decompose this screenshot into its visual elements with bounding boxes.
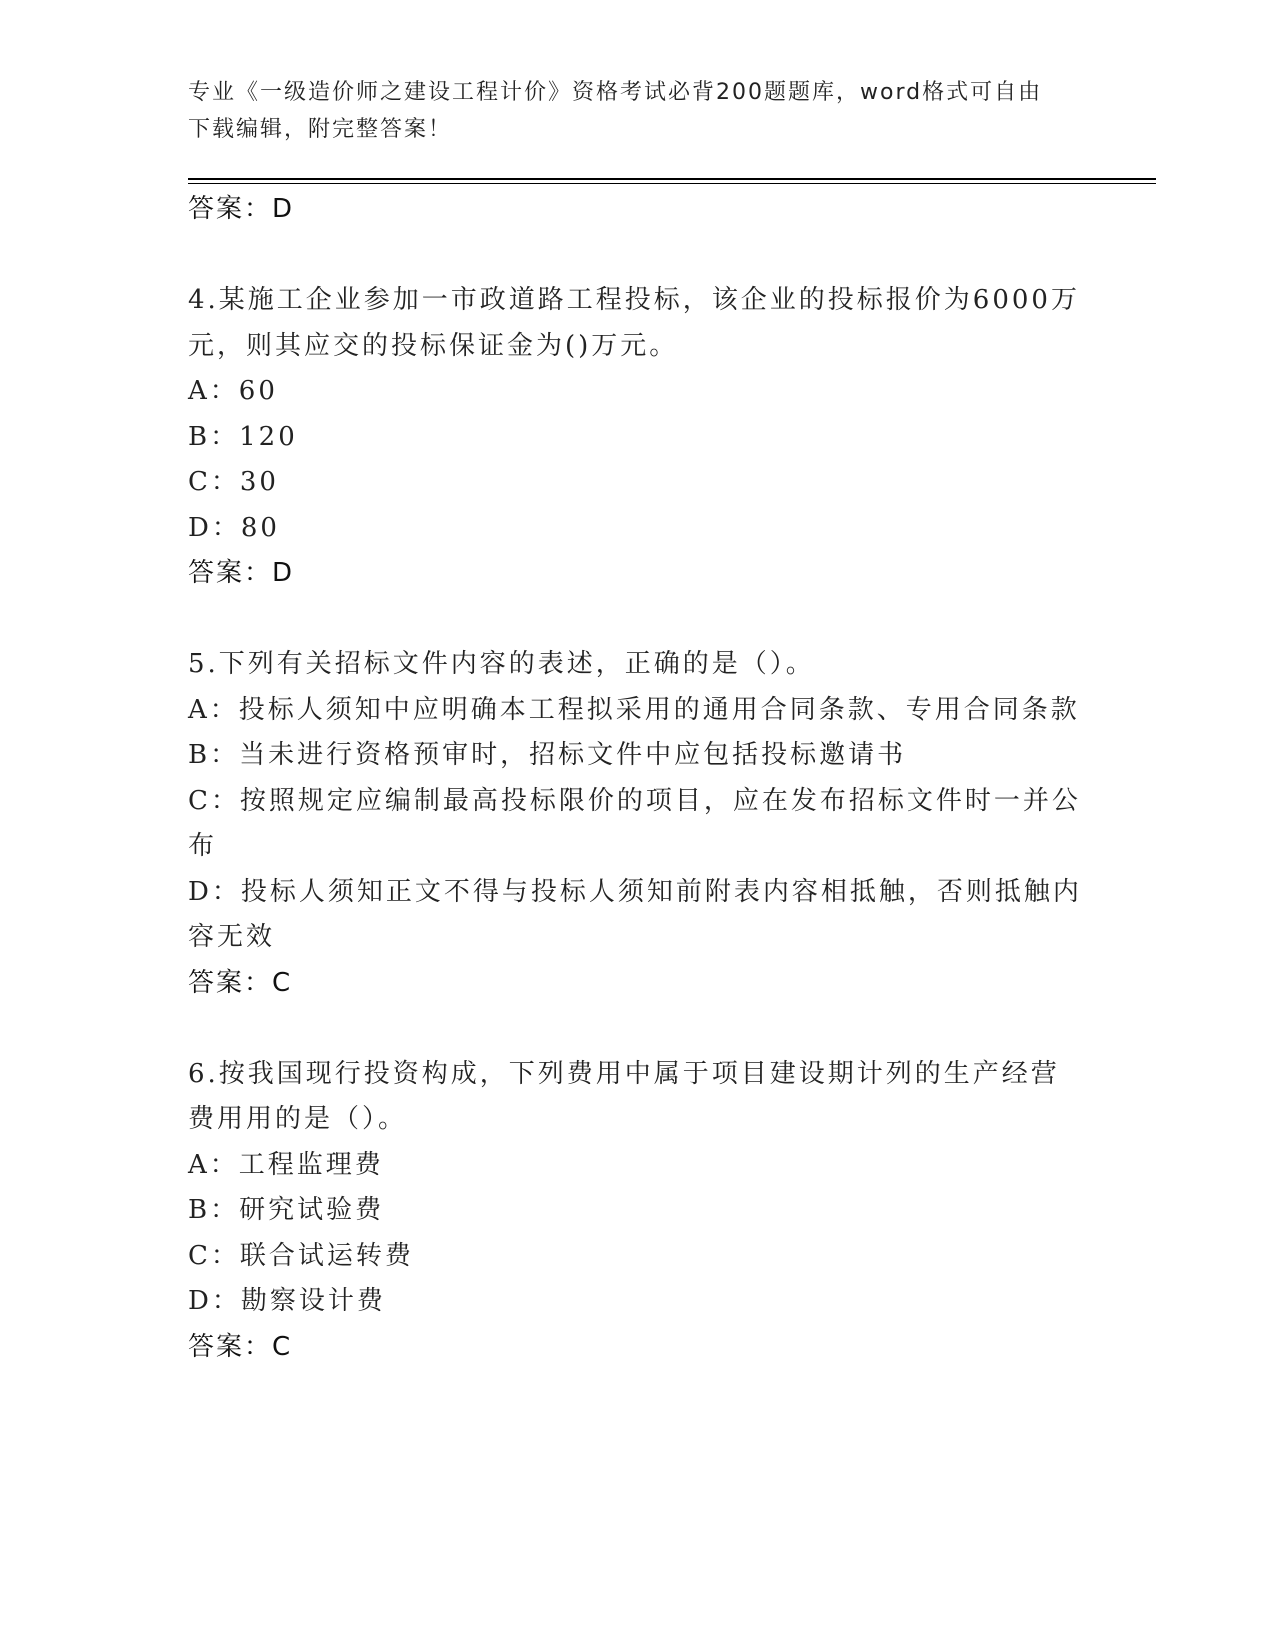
question-5 <box>188 642 1088 1006</box>
option-a: A：工程监理费 <box>188 1149 384 1180</box>
question-text: 费用用的是（）。 <box>188 1104 408 1134</box>
option-c: C：联合试运转费 <box>188 1240 414 1271</box>
option-d: D：投标人须知正文不得与投标人须知前附表内容相抵触，否则抵触内 <box>188 876 1082 907</box>
option-b: B：当未进行资格预审时，招标文件中应包括投标邀请书 <box>188 740 907 770</box>
option-c: C：30 <box>188 467 279 497</box>
header-rule-thin <box>188 183 1156 184</box>
question-text: 元，则其应交的投标保证金为()万元。 <box>188 330 679 361</box>
option-c: C：按照规定应编制最高投标限价的项目，应在发布招标文件时一并公 <box>188 785 1081 816</box>
spacer <box>188 1006 1088 1052</box>
question-text: 6.按我国现行投资构成，下列费用中属于项目建设期计列的生产经营 <box>188 1058 1060 1089</box>
option-c-continued: 布 <box>188 831 218 861</box>
spacer <box>188 233 1088 279</box>
document-header <box>188 74 1088 148</box>
option-d: D：80 <box>188 512 280 543</box>
previous-answer: 答案：D <box>188 194 295 224</box>
option-a: A：60 <box>188 376 278 406</box>
question-text: 4.某施工企业参加一市政道路工程投标，该企业的投标报价为6000万 <box>188 285 1080 315</box>
header-line-1: 专业《一级造价师之建设工程计价》资格考试必背200题题库，word格式可自由 <box>188 80 1043 105</box>
header-rule-thick <box>188 178 1156 180</box>
option-a: A：投标人须知中应明确本工程拟采用的通用合同条款、专用合同条款 <box>188 694 1080 725</box>
question-text: 5.下列有关招标文件内容的表述，正确的是（）。 <box>188 649 815 679</box>
spacer <box>188 597 1088 643</box>
question-content <box>188 187 1088 1370</box>
option-b: B：研究试验费 <box>188 1195 385 1225</box>
answer: 答案：C <box>188 1331 293 1362</box>
question-6 <box>188 1052 1088 1371</box>
option-b: B：120 <box>188 421 298 452</box>
question-4 <box>188 278 1088 597</box>
option-d-continued: 容无效 <box>188 922 276 952</box>
option-d: D：勘察设计费 <box>188 1286 386 1316</box>
answer: 答案：D <box>188 558 295 588</box>
answer: 答案：C <box>188 967 293 998</box>
header-line-2: 下载编辑，附完整答案！ <box>188 117 453 142</box>
